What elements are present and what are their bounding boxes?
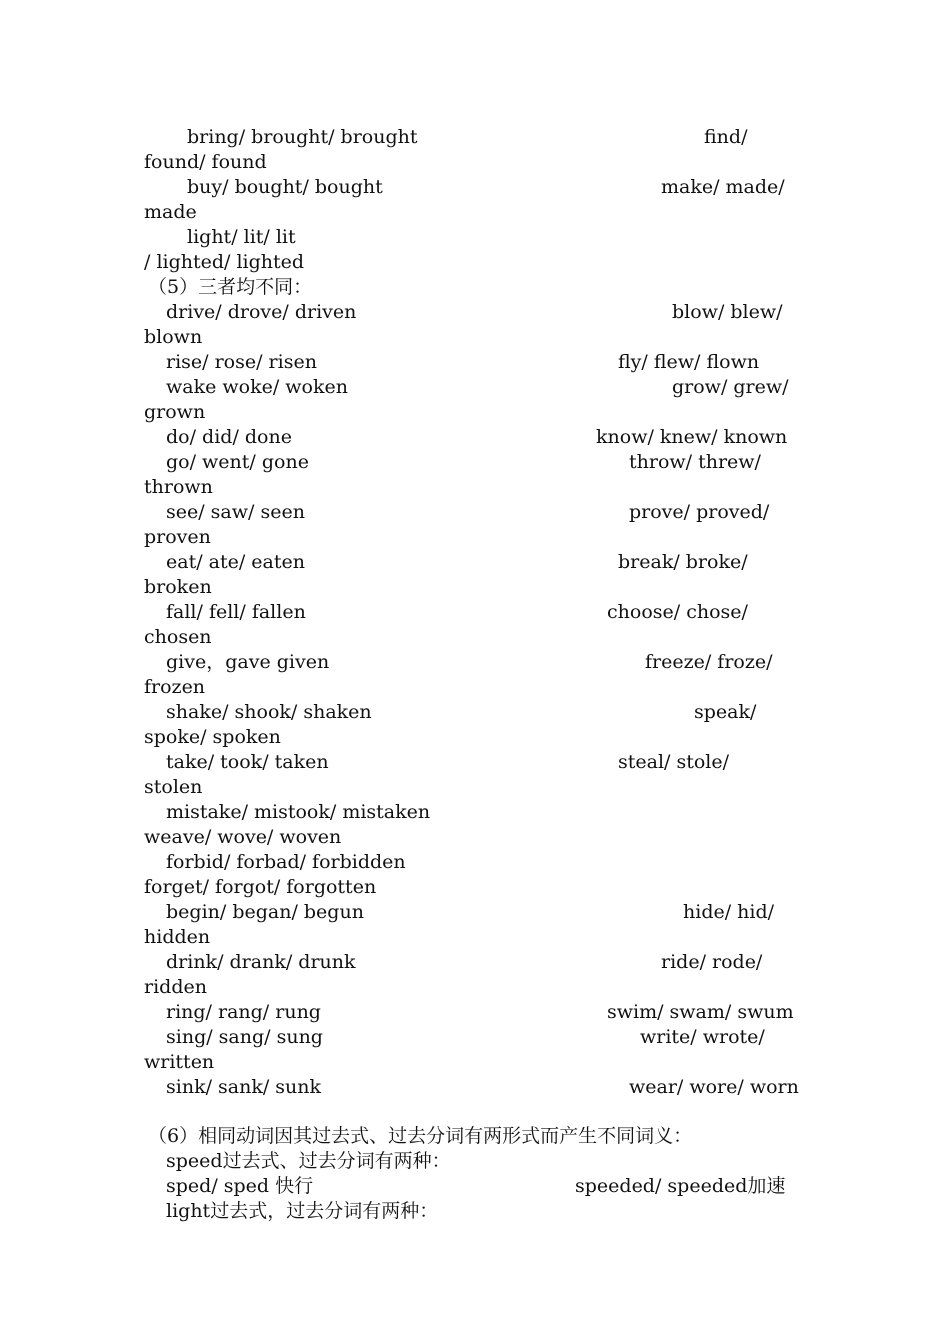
text-line: throw/ threw/ <box>629 451 761 473</box>
section-heading: （5）三者均不同： <box>148 276 313 298</box>
text-line: see/ saw/ seen <box>166 501 305 523</box>
text-line: prove/ proved/ <box>629 501 770 523</box>
text-line: wake woke/ woken <box>166 376 348 398</box>
text-line: give，gave given <box>166 651 330 673</box>
text-line: blow/ blew/ <box>672 301 783 323</box>
section-heading: （6）相同动词因其过去式、过去分词有两形式而产生不同词义： <box>148 1125 693 1147</box>
text-line: write/ wrote/ <box>640 1026 765 1048</box>
text-line: stolen <box>144 776 203 798</box>
text-line: speak/ <box>694 701 757 723</box>
text-line: eat/ ate/ eaten <box>166 551 305 573</box>
text-line: sped/ sped 快行 <box>166 1175 314 1197</box>
text-line: drink/ drank/ drunk <box>166 951 356 973</box>
text-line: forget/ forgot/ forgotten <box>144 876 377 898</box>
text-line: rise/ rose/ risen <box>166 351 317 373</box>
text-line: go/ went/ gone <box>166 451 309 473</box>
text-line: drive/ drove/ driven <box>166 301 357 323</box>
text-line: choose/ chose/ <box>607 601 748 623</box>
text-line: begin/ began/ begun <box>166 901 364 923</box>
text-line: ridden <box>144 976 207 998</box>
text-line: shake/ shook/ shaken <box>166 701 372 723</box>
text-line: freeze/ froze/ <box>645 651 773 673</box>
text-line: ride/ rode/ <box>661 951 763 973</box>
text-line: take/ took/ taken <box>166 751 329 773</box>
text-line: spoke/ spoken <box>144 726 281 748</box>
text-line: thrown <box>144 476 213 498</box>
text-line: mistake/ mistook/ mistaken <box>166 801 431 823</box>
text-line: steal/ stole/ <box>618 751 730 773</box>
text-line: found/ found <box>144 151 267 173</box>
text-line: sing/ sang/ sung <box>166 1026 323 1048</box>
text-line: made <box>144 201 197 223</box>
text-line: light/ lit/ lit <box>187 226 296 248</box>
text-line: / lighted/ lighted <box>144 251 305 273</box>
text-line: do/ did/ done <box>166 426 292 448</box>
text-line: hidden <box>144 926 211 948</box>
text-line: written <box>144 1051 215 1073</box>
text-line: chosen <box>144 626 212 648</box>
text-line: sink/ sank/ sunk <box>166 1076 322 1098</box>
text-line: weave/ wove/ woven <box>144 826 342 848</box>
text-line: know/ knew/ known <box>596 426 788 448</box>
text-line: light过去式，过去分词有两种： <box>166 1200 439 1222</box>
text-line: fall/ fell/ fallen <box>166 601 306 623</box>
text-line: frozen <box>144 676 206 698</box>
text-line: blown <box>144 326 203 348</box>
text-line: ring/ rang/ rung <box>166 1001 321 1023</box>
text-line: grow/ grew/ <box>672 376 789 398</box>
text-line: break/ broke/ <box>618 551 748 573</box>
text-line: speed过去式、过去分词有两种： <box>166 1150 451 1172</box>
text-line: bring/ brought/ brought <box>187 126 418 148</box>
text-line: proven <box>144 526 211 548</box>
text-line: fly/ flew/ flown <box>618 351 760 373</box>
text-line: speeded/ speeded加速 <box>575 1175 786 1197</box>
text-line: find/ <box>704 126 748 148</box>
text-line: forbid/ forbad/ forbidden <box>166 851 406 873</box>
text-line: hide/ hid/ <box>683 901 775 923</box>
text-line: swim/ swam/ swum <box>607 1001 794 1023</box>
text-line: wear/ wore/ worn <box>629 1076 799 1098</box>
text-line: broken <box>144 576 212 598</box>
text-line: buy/ bought/ bought <box>187 176 383 198</box>
text-line: grown <box>144 401 206 423</box>
text-line: make/ made/ <box>661 176 785 198</box>
